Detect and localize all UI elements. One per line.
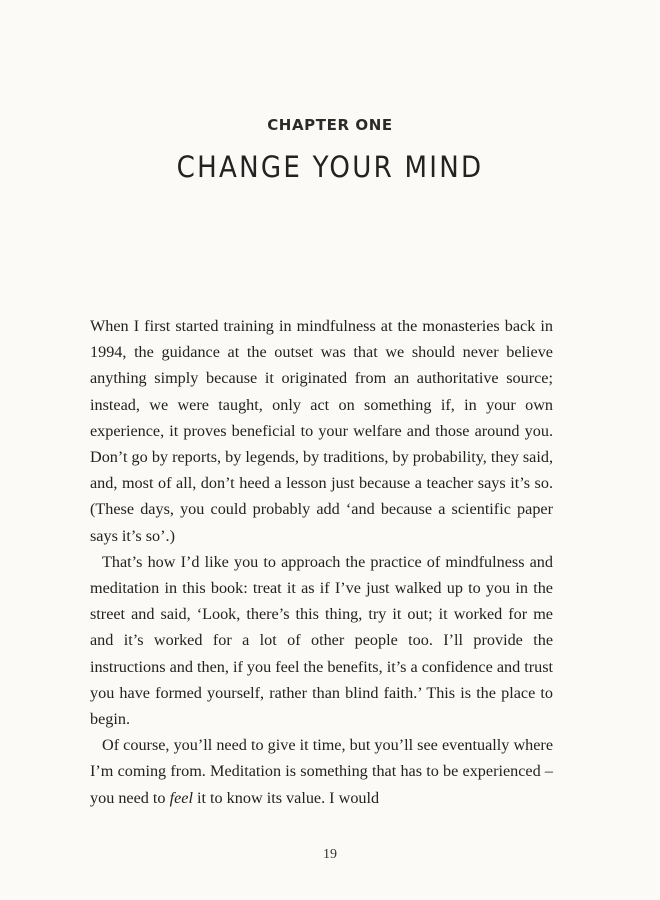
paragraph-3-emphasis: feel <box>169 788 193 807</box>
chapter-title: CHANGE YOUR MIND <box>176 150 484 184</box>
page-number: 19 <box>323 847 337 862</box>
paragraph-3-text-before: Of course, you’ll need to give it time, but you’ll see eventually where I’m coming from. Meditation is something that has to be experienced – you need to <box>90 736 553 807</box>
paragraph-2: That’s how I’d like you to approach the practice of mindfulness and meditation in this book: treat it as if I’ve just walked up to you in the street and said, ‘Look, there’s this thing, try it out; it worked for me and it’s worked for a lot of other people too. I’ll provide the instructions and then, if you feel the benefits, it’s a confidence and trust you have formed yourself, rather than blind faith.’ This is the place to begin. <box>90 552 554 729</box>
body-text <box>90 313 553 811</box>
paragraph-3-text-after: it to know its value. I would <box>192 788 380 807</box>
chapter-label: CHAPTER ONE <box>267 116 393 134</box>
paragraph-1: When I first started training in mindfulness at the monasteries back in 1994, the guidance at the outset was that we should never believe anything simply because it originated from an authoritative source; instead, we were taught, only act on something if, in your own experience, it proves beneficial to your welfare and those around you. Don’t go by reports, by legends, by traditions, by probability, they said, and, most of all, don’t heed a lesson just because a teacher says it’s so. (These days, you could probably add ‘and because a scientific paper says it’s so’.) <box>90 317 553 545</box>
paragraph-3 <box>90 732 553 811</box>
